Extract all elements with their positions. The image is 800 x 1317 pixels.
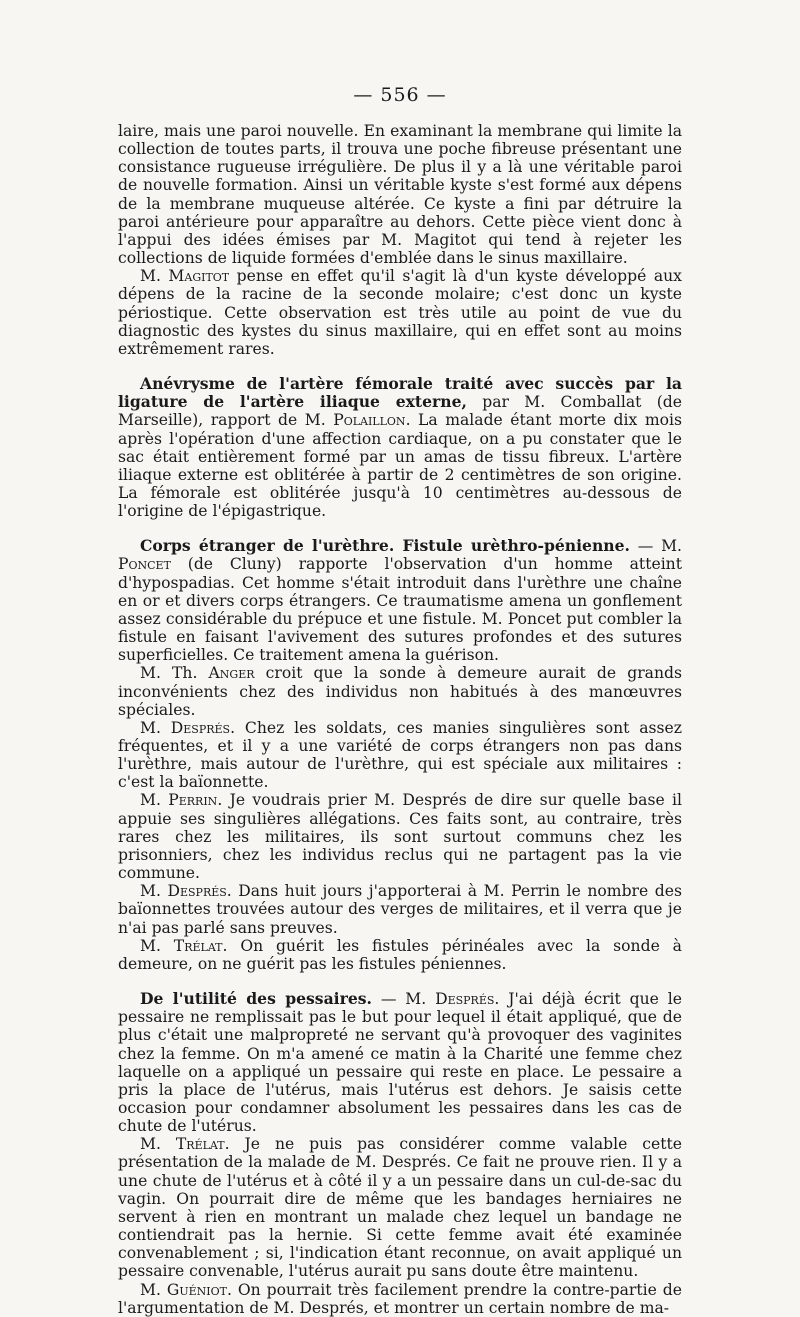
speaker-name: Anger <box>208 664 255 683</box>
speaker-name: Després <box>170 718 231 737</box>
speaker-name: Després <box>435 990 495 1009</box>
paragraph-anevrysme: Anévrysme de l'artère fémorale traité avec succès par la ligature de l'artère iliaque externe, par M. Comballat (de Marseille), rapport de M. Polaillon. La malade étant morte dix mois après l'opération d'une affection cardiaque, on a pu constater que le sac était entièrement formé par un amas de tissu fibreux. L'artère iliaque externe est oblitérée à partir de 2 centimètres de son origine. La fémorale est oblitérée jusqu'à 10 centimètres au-dessous de l'origine de l'épigastrique. <box>118 374 682 521</box>
section-heading: De l'utilité des pessaires. <box>140 989 372 1009</box>
paragraph-trelat-1: M. Trélat. On guérit les fistules périnéales avec la sonde à demeure, on ne guérit pas les fistules péniennes. <box>118 936 682 973</box>
speaker-name: Trélat <box>173 936 223 955</box>
speaker-name: Després <box>167 882 227 901</box>
speaker-name: Perrin <box>168 791 218 810</box>
paragraph-despres-2: M. Després. Dans huit jours j'apporterai à M. Perrin le nombre des baïonnettes trouvées autour des verges de militaires, et il verra que je n'ai pas parlé sans preuves. <box>118 882 682 937</box>
speaker-name: Polaillon <box>333 411 406 430</box>
body-text <box>118 122 682 1317</box>
paragraph-corps-etranger: Corps étranger de l'urèthre. Fistule urèthro-pénienne. — M. Poncet (de Cluny) rapporte l'observation d'un homme atteint d'hypospadias. Cet homme s'était introduit dans l'urèthre une chaîne en or et divers corps étrangers. Ce traumatisme amena un gonflement assez considérable du prépuce et une fistule. M. Poncet put combler la fistule en faisant l'avivement des sutures profondes et des sutures superficielles. Ce traitement amena la guérison. <box>118 536 682 665</box>
paragraph-trelat-2: M. Trélat. Je ne puis pas considérer comme valable cette présentation de la malade de M. Després. Ce fait ne prouve rien. Il y a une chute de l'utérus et à côté il y a un pessaire dans un cul-de-sac du vagin. On pourrait dire de même que les bandages herniaires ne servent à rien en montrant un malade chez lequel un bandage ne contiendrait pas la hernie. Si cette femme avait été examinée convenablement ; si, l'indication étant reconnue, on avait appliqué un pessaire convenable, l'utérus aurait pu sans doute être maintenu. <box>118 1135 682 1281</box>
speaker-name: Magitot <box>168 267 230 286</box>
section-heading: Corps étranger de l'urèthre. Fistule urèthro-pénienne. <box>140 536 630 556</box>
paragraph-gueniot: M. Guéniot. On pourrait très facilement prendre la contre-partie de l'argumentation de M. Després, et montrer un certain nombre de ma- <box>118 1280 682 1317</box>
page-number: — 556 — <box>353 84 447 106</box>
paragraph-continued: laire, mais une paroi nouvelle. En examinant la membrane qui limite la collection de toutes parts, il trouva une poche fibreuse présentant une consistance rugueuse irrégulière. De plus il y a là une véritable paroi de nouvelle formation. Ainsi un véritable kyste s'est formé aux dépens de la membrane muqueuse altérée. Ce kyste a fini par détruire la paroi antérieure pour apparaître au dehors. Cette pièce vient donc à l'appui des idées émises par M. Magitot qui tend à rejeter les collections de liquide formées d'emblée dans le sinus maxillaire. <box>118 122 682 268</box>
speaker-name: Trélat <box>175 1135 225 1154</box>
speaker-name: Guéniot <box>166 1280 227 1299</box>
speaker-name: Poncet <box>118 555 171 574</box>
paragraph-anger: M. Th. Anger croit que la sonde à demeure aurait de grands inconvénients chez des individus non habitués à des manœuvres spéciales. <box>118 664 682 719</box>
section-heading: Anévrysme de l'artère fémorale traité avec succès par la ligature de l'artère iliaque externe, <box>118 374 682 412</box>
paragraph-perrin: M. Perrin. Je voudrais prier M. Després de dire sur quelle base il appuie ses singulières allégations. Ces faits sont, au contraire, très rares chez les militaires, ils sont surtout communs chez les prisonniers, chez les individus reclus qui ne partagent pas la vie commune. <box>118 791 682 883</box>
paragraph-pessaires: De l'utilité des pessaires. — M. Després. J'ai déjà écrit que le pessaire ne remplissait pas le but pour lequel il était appliqué, que de plus c'était une malpropreté ne servant qu'à provoquer des vaginites chez la femme. On m'a amené ce matin à la Charité une femme chez laquelle on a appliqué un pessaire qui reste en place. Le pessaire a pris la place de l'utérus, mais l'utérus est dehors. Je saisis cette occasion pour condamner absolument les pessaires dans les cas de chute de l'utérus. <box>118 989 682 1136</box>
paragraph-magitot: M. Magitot pense en effet qu'il s'agit là d'un kyste développé aux dépens de la racine de la seconde molaire; c'est donc un kyste périostique. Cette observation est très utile au point de vue du diagnostic des kystes du sinus maxillaire, qui en effet sont au moins extrêmement rares. <box>118 267 682 358</box>
paragraph-despres-1: M. Després. Chez les soldats, ces manies singulières sont assez fréquentes, et il y a une variété de corps étrangers non pas dans l'urèthre, mais autour de l'urèthre, qui est spéciale aux militaires : c'est la baïonnette. <box>118 718 682 792</box>
